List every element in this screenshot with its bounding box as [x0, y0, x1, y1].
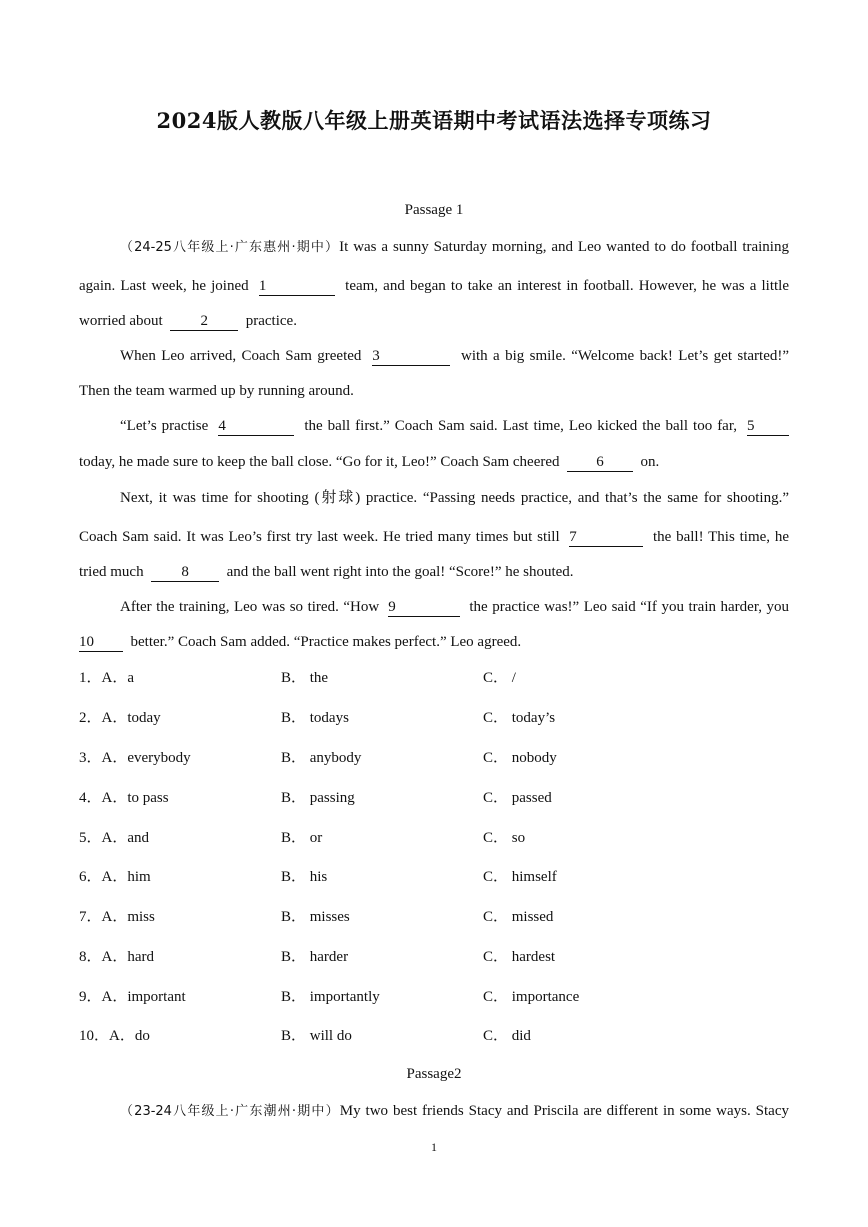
blank-3[interactable]: 3 — [372, 348, 450, 366]
option-c[interactable]: C． so — [483, 830, 526, 846]
source-tag: （23-24八年级上·广东潮州·期中） — [120, 1104, 340, 1119]
option-b[interactable]: B． will do — [281, 1028, 352, 1044]
option-c[interactable]: C． did — [483, 1028, 531, 1044]
p2-line-1: When Leo arrived, Coach Sam greeted 3 with a big smile. “Welcome back! Let’s get started!” — [120, 348, 790, 364]
p2-intro-line: （23-24八年级上·广东潮州·期中）My two best friends Stacy and Priscila are different in some ways. Stacy — [120, 1103, 789, 1119]
blank-10[interactable]: 10 — [79, 634, 123, 652]
option-a[interactable]: 10．A．do — [79, 1028, 150, 1044]
option-b[interactable]: B． the — [281, 670, 329, 686]
option-b[interactable]: B． his — [281, 869, 328, 885]
option-b[interactable]: B． importantly — [281, 989, 380, 1005]
option-b[interactable]: B． or — [281, 830, 323, 846]
p1-line-1: （24-25八年级上·广东惠州·期中）It was a sunny Saturday morning, and Leo wanted to do football training — [120, 239, 789, 255]
passage-2-heading: Passage2 — [406, 1066, 462, 1082]
p4-line-3: tried much 8 and the ball went right into the goal! “Score!” he shouted. — [79, 564, 574, 580]
blank-8[interactable]: 8 — [151, 564, 219, 582]
p2-line-2: Then the team warmed up by running around. — [79, 383, 354, 399]
page-title: 2024版人教版八年级上册英语期中考试语法选择专项练习 — [156, 108, 712, 133]
option-c[interactable]: C． himself — [483, 869, 557, 885]
blank-5[interactable]: 5 — [747, 418, 789, 436]
option-b[interactable]: B． passing — [281, 790, 355, 806]
option-c[interactable]: C． importance — [483, 989, 580, 1005]
option-b[interactable]: B． harder — [281, 949, 349, 965]
p3-line-2: today, he made sure to keep the ball close. “Go for it, Leo!” Coach Sam cheered 6 on. — [79, 454, 660, 470]
option-a[interactable]: 9．A．important — [79, 989, 186, 1005]
p1-line-2: again. Last week, he joined 1 team, and began to take an interest in football. However, he was a little — [79, 278, 790, 294]
option-c[interactable]: C． today’s — [483, 710, 556, 726]
option-a[interactable]: 6．A．him — [79, 869, 151, 885]
p3-line-1: “Let’s practise 4 the ball first.” Coach Sam said. Last time, Leo kicked the ball too far, 5 — [120, 416, 789, 436]
source-tag: （24-25八年级上·广东惠州·期中） — [120, 240, 340, 255]
p4-line-2: Coach Sam said. It was Leo’s first try last week. He tried many times but still 7 the ball! This time, he — [79, 529, 790, 545]
option-a[interactable]: 4．A．to pass — [79, 790, 169, 806]
option-b[interactable]: B． anybody — [281, 750, 362, 766]
option-c[interactable]: C． nobody — [483, 750, 557, 766]
blank-9[interactable]: 9 — [388, 599, 460, 617]
p5-line-1: After the training, Leo was so tired. “How 9 the practice was!” Leo said “If you train harder, you — [120, 599, 790, 615]
option-a[interactable]: 7．A．miss — [79, 909, 155, 925]
option-a[interactable]: 3．A．everybody — [79, 750, 191, 766]
p5-line-2: 10 better.” Coach Sam added. “Practice makes perfect.” Leo agreed. — [79, 634, 522, 650]
option-a[interactable]: 5．A．and — [79, 830, 149, 846]
option-a[interactable]: 2．A．today — [79, 710, 161, 726]
option-a[interactable]: 8．A．hard — [79, 949, 154, 965]
blank-4[interactable]: 4 — [218, 418, 294, 436]
blank-2[interactable]: 2 — [170, 313, 238, 331]
p1-line-3: worried about 2 practice. — [79, 313, 297, 329]
option-b[interactable]: B． todays — [281, 710, 349, 726]
blank-7[interactable]: 7 — [569, 529, 643, 547]
passage-1-heading: Passage 1 — [404, 202, 464, 218]
option-c[interactable]: C． hardest — [483, 949, 556, 965]
option-b[interactable]: B． misses — [281, 909, 350, 925]
option-c[interactable]: C． / — [483, 670, 516, 686]
option-c[interactable]: C． passed — [483, 790, 552, 806]
blank-1[interactable]: 1 — [259, 278, 335, 296]
page-number: 1 — [431, 1140, 437, 1154]
option-a[interactable]: 1．A．a — [79, 670, 134, 686]
blank-6[interactable]: 6 — [567, 454, 633, 472]
p4-line-1: Next, it was time for shooting (射球) practice. “Passing needs practice, and that’s the same for shooting.” — [120, 490, 789, 506]
option-c[interactable]: C． missed — [483, 909, 554, 925]
